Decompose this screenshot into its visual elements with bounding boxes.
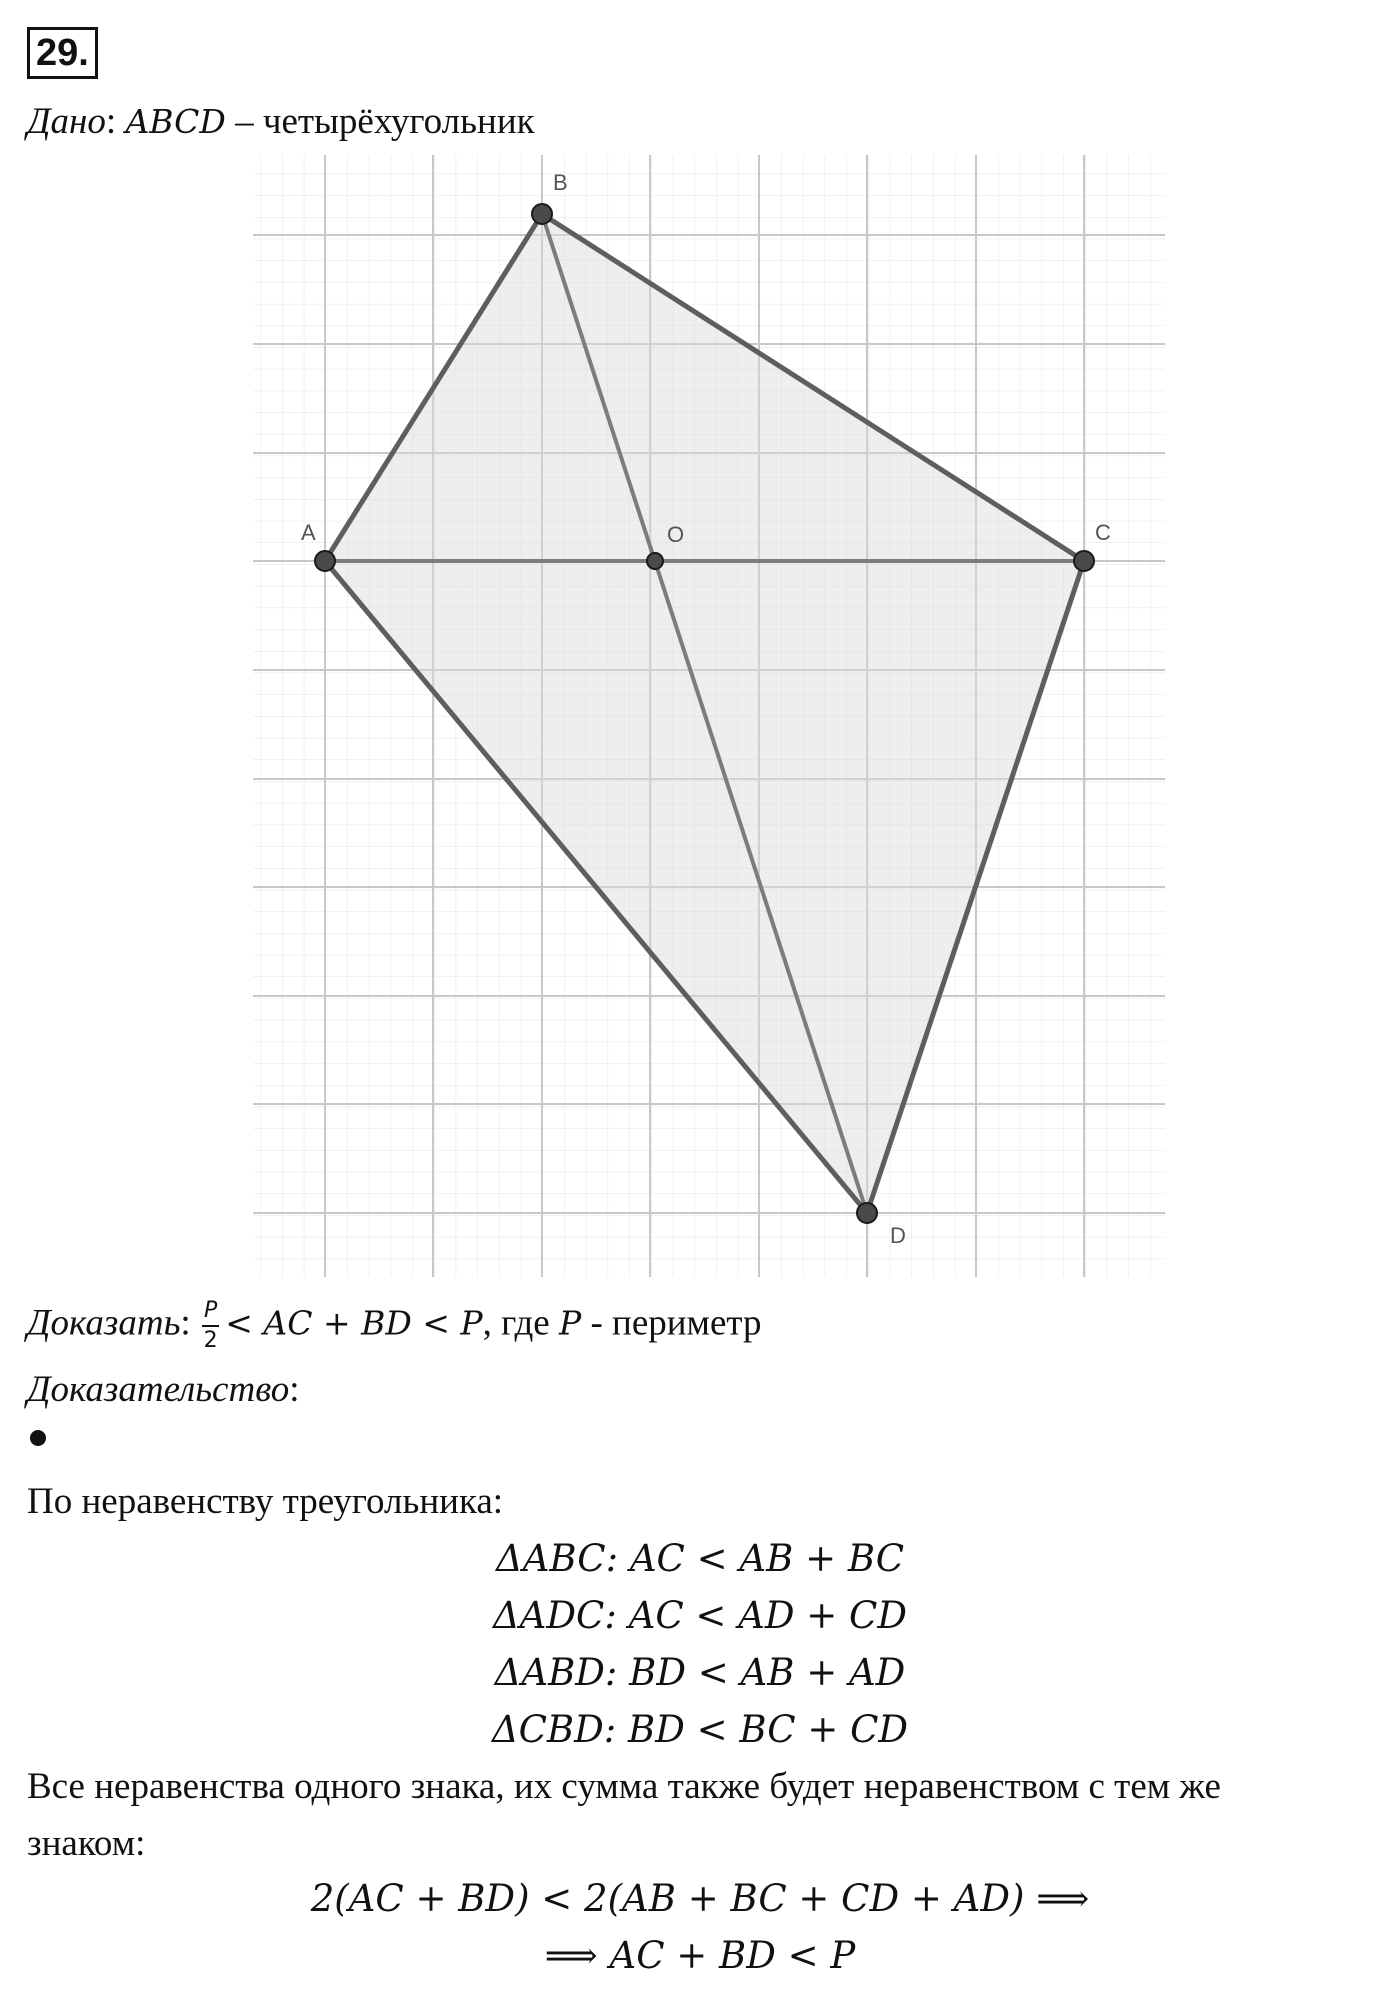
- inequality-abd: ΔABD: BD < AB + AD: [494, 1651, 906, 1694]
- problem-number: 29.: [27, 27, 98, 79]
- result-line-2: ⟹ AC + BD < P: [544, 1934, 856, 1977]
- prove-where: , где: [482, 1302, 559, 1344]
- fraction-numerator: P: [202, 1300, 219, 1327]
- label-b: B: [553, 170, 568, 195]
- point-a: [315, 551, 335, 571]
- fraction-denominator: 2: [203, 1328, 218, 1353]
- label-c: C: [1095, 520, 1111, 545]
- given-text: – четырёхугольник: [225, 101, 535, 142]
- fraction-p-over-2: [202, 1300, 219, 1352]
- label-d: D: [890, 1223, 906, 1248]
- prove-line: Доказать: $\frac{P}{2}$ < AC + BD < P, где P - периметр: [27, 1298, 762, 1353]
- proof-intro: По неравенству треугольника:: [27, 1481, 504, 1522]
- inequality-abc: ΔABC: AC < AB + BC: [495, 1537, 905, 1580]
- bullet: [30, 1430, 46, 1446]
- inequality-adc: ΔADC: AC < AD + CD: [492, 1594, 908, 1637]
- proof-label: Доказательство: [27, 1369, 290, 1410]
- point-o: [647, 553, 663, 569]
- proof-heading: Доказательство:: [27, 1369, 300, 1410]
- prove-p: P: [558, 1303, 582, 1343]
- sum-text-line-1: Все неравенства одного знака, их сумма также будет неравенством с тем же: [27, 1766, 1221, 1807]
- prove-label: Доказать: [27, 1302, 181, 1344]
- result-line-1: 2(AC + BD) < 2(AB + BC + CD + AD) ⟹: [310, 1877, 1090, 1920]
- given-line: Дано: ABCD – четырёхугольник: [27, 101, 535, 142]
- prove-expr: < AC + BD < P: [225, 1303, 483, 1343]
- label-a: A: [301, 520, 316, 545]
- given-label: Дано: [27, 101, 106, 142]
- sum-text-line-2: знаком:: [27, 1823, 146, 1864]
- inequality-cbd: ΔCBD: BD < BC + CD: [491, 1708, 909, 1751]
- point-d: [857, 1203, 877, 1223]
- given-expr: ABCD: [125, 102, 226, 141]
- point-c: [1074, 551, 1094, 571]
- point-b: [532, 204, 552, 224]
- label-o: O: [667, 522, 685, 547]
- prove-suffix: - периметр: [581, 1302, 762, 1344]
